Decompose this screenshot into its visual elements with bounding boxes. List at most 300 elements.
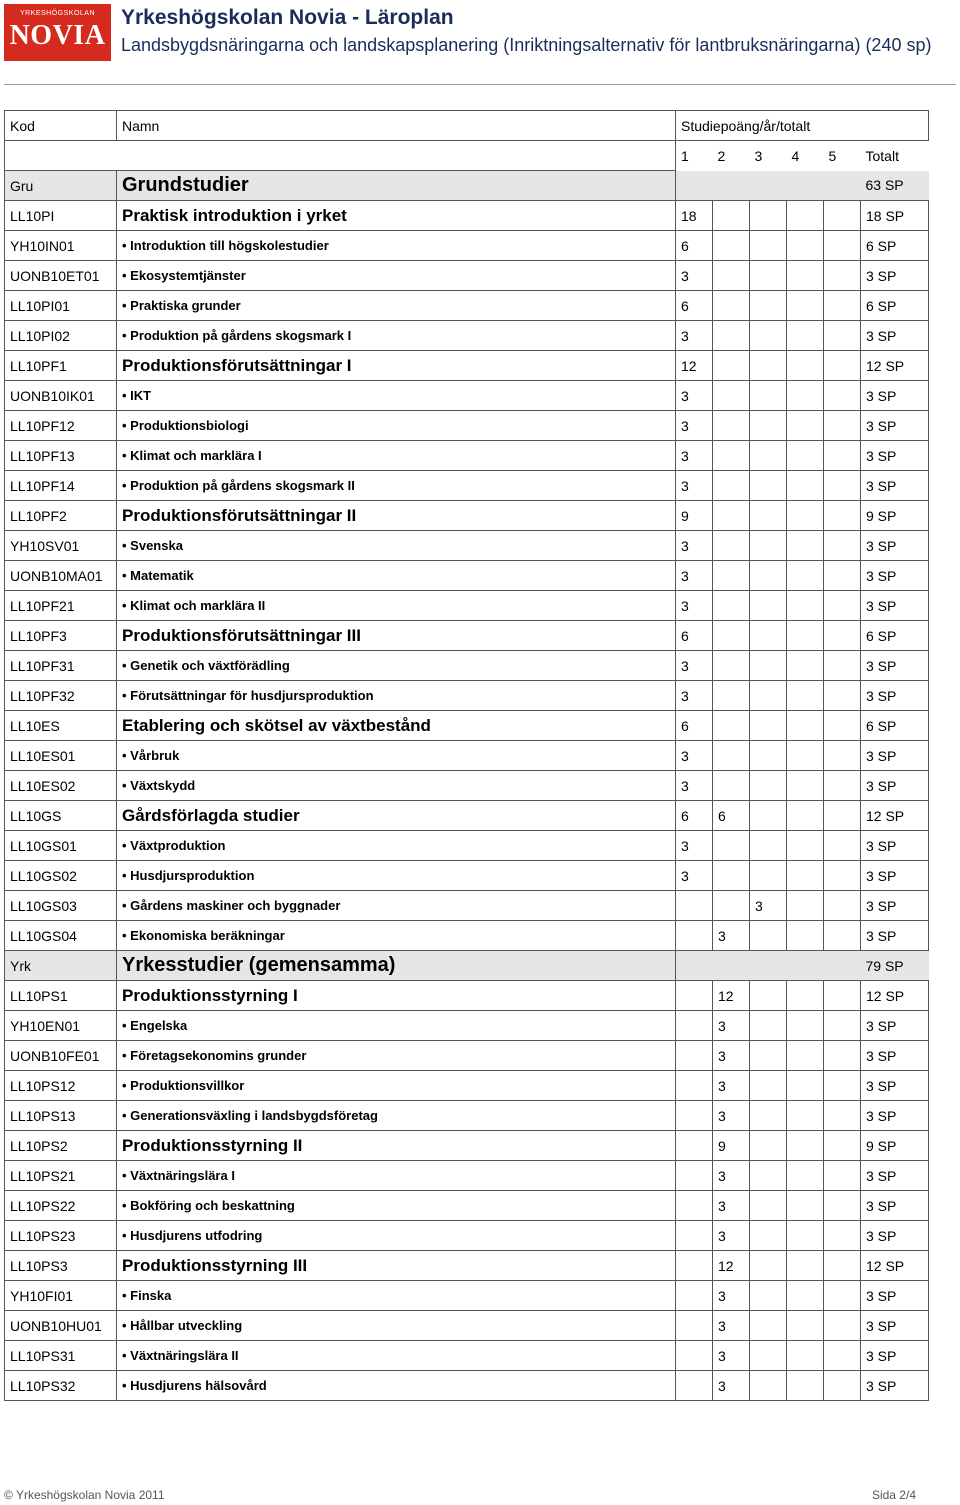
course-row xyxy=(5,231,929,261)
credits-year-2: 3 xyxy=(713,1371,750,1401)
credits-total: 3 SP xyxy=(861,1191,929,1221)
credits-year-2 xyxy=(713,591,750,621)
course-group-row xyxy=(5,711,929,741)
course-name: • Produktion på gårdens skogsmark I xyxy=(117,321,676,351)
credits-year-2 xyxy=(713,561,750,591)
credits-year-3 xyxy=(750,861,787,891)
course-code: LL10ES02 xyxy=(5,771,117,801)
credits-year-1: 3 xyxy=(676,681,713,711)
credits-year-5 xyxy=(824,261,861,291)
course-name: • Ekonomiska beräkningar xyxy=(117,921,676,951)
credits-year-2: 12 xyxy=(713,1251,750,1281)
year-2-header: 2 xyxy=(717,147,726,164)
page-subtitle: Landsbygdsnäringarna och landskapsplanering (Inriktningsalternativ för lantbruksnäringarna) (240 sp) xyxy=(121,35,932,55)
course-name: • Introduktion till högskolestudier xyxy=(117,231,676,261)
credits-year-2: 3 xyxy=(713,1311,750,1341)
credits-year-4 xyxy=(787,171,824,201)
credits-year-2 xyxy=(713,411,750,441)
course-code: UONB10HU01 xyxy=(5,1311,117,1341)
credits-year-3 xyxy=(750,1011,787,1041)
credits-year-2 xyxy=(713,351,750,381)
credits-year-3 xyxy=(750,201,787,231)
credits-year-4 xyxy=(787,411,824,441)
course-code: YH10IN01 xyxy=(5,231,117,261)
credits-year-1 xyxy=(676,891,713,921)
credits-total: 3 SP xyxy=(861,1101,929,1131)
course-row xyxy=(5,1041,929,1071)
credits-year-5 xyxy=(824,771,861,801)
credits-year-4 xyxy=(787,681,824,711)
credits-year-4 xyxy=(787,501,824,531)
credits-year-3 xyxy=(750,321,787,351)
course-row xyxy=(5,1221,929,1251)
credits-year-3 xyxy=(750,621,787,651)
credits-year-4 xyxy=(787,531,824,561)
year-4-header: 4 xyxy=(791,147,800,164)
credits-total: 3 SP xyxy=(861,1161,929,1191)
credits-year-1: 3 xyxy=(676,321,713,351)
credits-year-2 xyxy=(713,231,750,261)
col-studiepoang-header: Studiepoäng/år/totalt xyxy=(676,111,929,141)
course-row xyxy=(5,921,929,951)
credits-year-2 xyxy=(713,321,750,351)
credits-year-5 xyxy=(824,471,861,501)
credits-year-2: 3 xyxy=(713,1341,750,1371)
course-name: Produktionsstyrning I xyxy=(117,981,676,1011)
course-row xyxy=(5,1191,929,1221)
credits-total: 3 SP xyxy=(861,1371,929,1401)
credits-total: 79 SP xyxy=(865,957,904,974)
course-group-row xyxy=(5,981,929,1011)
course-name: • Bokföring och beskattning xyxy=(117,1191,676,1221)
credits-year-1 xyxy=(676,1161,713,1191)
course-row xyxy=(5,411,929,441)
credits-year-4 xyxy=(787,1041,824,1071)
credits-total: 3 SP xyxy=(861,531,929,561)
credits-year-1: 3 xyxy=(676,651,713,681)
credits-year-4 xyxy=(787,261,824,291)
credits-year-5 xyxy=(824,861,861,891)
credits-year-5 xyxy=(824,1311,861,1341)
category-row xyxy=(5,951,929,981)
credits-year-3 xyxy=(750,531,787,561)
credits-year-1: 3 xyxy=(676,741,713,771)
course-group-row xyxy=(5,621,929,651)
credits-total: 63 SP xyxy=(865,177,904,194)
credits-total: 12 SP xyxy=(861,1251,929,1281)
credits-total: 3 SP xyxy=(861,681,929,711)
credits-year-3 xyxy=(750,291,787,321)
credits-year-2 xyxy=(713,621,750,651)
course-name: • Företagsekonomins grunder xyxy=(117,1041,676,1071)
course-row xyxy=(5,471,929,501)
credits-year-3 xyxy=(750,681,787,711)
credits-year-5 xyxy=(824,381,861,411)
course-name: Produktionsförutsättningar I xyxy=(117,351,676,381)
credits-year-5 xyxy=(824,231,861,261)
credits-year-3 xyxy=(750,1251,787,1281)
credits-year-4 xyxy=(787,711,824,741)
credits-year-5 xyxy=(824,531,861,561)
course-name: Grundstudier xyxy=(117,171,676,201)
course-code: UONB10MA01 xyxy=(5,561,117,591)
credits-year-5 xyxy=(824,921,861,951)
course-group-row xyxy=(5,1251,929,1281)
course-code: LL10PS2 xyxy=(5,1131,117,1161)
course-code: YH10FI01 xyxy=(5,1281,117,1311)
course-name: • Gårdens maskiner och byggnader xyxy=(117,891,676,921)
credits-year-5 xyxy=(824,321,861,351)
course-row xyxy=(5,441,929,471)
credits-year-1 xyxy=(676,1251,713,1281)
credits-year-1: 3 xyxy=(676,561,713,591)
credits-year-4 xyxy=(787,951,824,981)
course-name: • Engelska xyxy=(117,1011,676,1041)
credits-year-5 xyxy=(824,1131,861,1161)
credits-year-2: 3 xyxy=(713,921,750,951)
credits-total: 3 SP xyxy=(861,1221,929,1251)
credits-year-4 xyxy=(787,1311,824,1341)
credits-total: 3 SP xyxy=(861,891,929,921)
credits-year-5 xyxy=(824,681,861,711)
credits-year-4 xyxy=(787,921,824,951)
year-3-header: 3 xyxy=(754,147,763,164)
course-name: Yrkesstudier (gemensamma) xyxy=(117,951,676,981)
credits-year-3 xyxy=(750,1281,787,1311)
credits-total: 3 SP xyxy=(861,441,929,471)
course-code: LL10PF2 xyxy=(5,501,117,531)
credits-total: 3 SP xyxy=(861,321,929,351)
credits-total: 3 SP xyxy=(861,471,929,501)
course-name: • Klimat och marklära I xyxy=(117,441,676,471)
year-5-header: 5 xyxy=(828,147,837,164)
credits-total: 18 SP xyxy=(861,201,929,231)
course-code: LL10PF12 xyxy=(5,411,117,441)
course-group-row xyxy=(5,501,929,531)
credits-year-3 xyxy=(750,1341,787,1371)
credits-year-3 xyxy=(750,1131,787,1161)
credits-year-4 xyxy=(787,1371,824,1401)
credits-year-1 xyxy=(676,1011,713,1041)
credits-total: 3 SP xyxy=(861,1281,929,1311)
credits-year-3 xyxy=(750,831,787,861)
credits-year-4 xyxy=(787,861,824,891)
credits-year-2 xyxy=(713,891,750,921)
credits-year-1: 3 xyxy=(676,831,713,861)
credits-year-2 xyxy=(713,681,750,711)
year-1-header: 1 xyxy=(681,147,689,164)
credits-year-1: 6 xyxy=(676,621,713,651)
course-name: • Genetik och växtförädling xyxy=(117,651,676,681)
credits-total: 12 SP xyxy=(861,801,929,831)
course-code: LL10PI01 xyxy=(5,291,117,321)
course-code: UONB10ET01 xyxy=(5,261,117,291)
course-code: LL10PI02 xyxy=(5,321,117,351)
credits-year-1 xyxy=(676,171,713,201)
course-row xyxy=(5,261,929,291)
credits-year-1: 3 xyxy=(676,261,713,291)
col-totalt-header: Totalt xyxy=(865,147,899,164)
credits-year-2: 3 xyxy=(713,1191,750,1221)
credits-year-2: 12 xyxy=(713,981,750,1011)
credits-year-3 xyxy=(750,1071,787,1101)
credits-year-2 xyxy=(713,471,750,501)
credits-year-3 xyxy=(750,171,787,201)
credits-year-1 xyxy=(676,1191,713,1221)
credits-year-1: 12 xyxy=(676,351,713,381)
course-row xyxy=(5,741,929,771)
course-name: Produktionsförutsättningar II xyxy=(117,501,676,531)
course-code: LL10PS12 xyxy=(5,1071,117,1101)
credits-year-3 xyxy=(750,771,787,801)
credits-year-5 xyxy=(824,1341,861,1371)
credits-year-1 xyxy=(676,1341,713,1371)
col-kod-header: Kod xyxy=(5,111,117,141)
course-code: LL10PF21 xyxy=(5,591,117,621)
credits-year-5 xyxy=(824,1191,861,1221)
credits-year-1: 3 xyxy=(676,591,713,621)
credits-year-4 xyxy=(787,1281,824,1311)
credits-year-3 xyxy=(750,1311,787,1341)
course-code: LL10PF31 xyxy=(5,651,117,681)
credits-year-1: 6 xyxy=(676,711,713,741)
course-code: LL10PS13 xyxy=(5,1101,117,1131)
credits-year-5 xyxy=(824,291,861,321)
credits-year-5 xyxy=(824,981,861,1011)
credits-year-1 xyxy=(676,1041,713,1071)
credits-year-3 xyxy=(750,1041,787,1071)
course-name: • Finska xyxy=(117,1281,676,1311)
credits-year-5 xyxy=(824,411,861,441)
course-row xyxy=(5,831,929,861)
credits-year-1: 3 xyxy=(676,441,713,471)
footer-copyright: © Yrkeshögskolan Novia 2011 xyxy=(4,1488,165,1502)
credits-year-4 xyxy=(787,981,824,1011)
novia-logo xyxy=(4,4,111,61)
course-name: • Växtnäringslära II xyxy=(117,1341,676,1371)
credits-year-3 xyxy=(750,741,787,771)
credits-year-5 xyxy=(824,1101,861,1131)
credits-year-5 xyxy=(824,621,861,651)
credits-total: 6 SP xyxy=(861,621,929,651)
curriculum-table xyxy=(4,110,929,1401)
credits-total: 3 SP xyxy=(861,741,929,771)
credits-total: 3 SP xyxy=(861,1041,929,1071)
course-name: • Växtproduktion xyxy=(117,831,676,861)
course-code: Yrk xyxy=(5,951,117,981)
credits-year-4 xyxy=(787,621,824,651)
course-code: LL10PS1 xyxy=(5,981,117,1011)
credits-year-3 xyxy=(750,921,787,951)
credits-total: 9 SP xyxy=(861,501,929,531)
course-name: • IKT xyxy=(117,381,676,411)
credits-year-4 xyxy=(787,351,824,381)
credits-year-4 xyxy=(787,801,824,831)
course-code: LL10PF14 xyxy=(5,471,117,501)
credits-year-1 xyxy=(676,1281,713,1311)
credits-year-4 xyxy=(787,1011,824,1041)
credits-total: 3 SP xyxy=(861,381,929,411)
credits-year-1 xyxy=(676,981,713,1011)
credits-year-1: 9 xyxy=(676,501,713,531)
course-code: LL10PF32 xyxy=(5,681,117,711)
credits-total: 3 SP xyxy=(861,771,929,801)
credits-year-4 xyxy=(787,201,824,231)
credits-year-5 xyxy=(824,651,861,681)
credits-year-3 xyxy=(750,471,787,501)
course-name: • Produktion på gårdens skogsmark II xyxy=(117,471,676,501)
course-code: LL10PF13 xyxy=(5,441,117,471)
credits-year-2 xyxy=(713,651,750,681)
course-name: Produktionsstyrning III xyxy=(117,1251,676,1281)
credits-year-4 xyxy=(787,1161,824,1191)
credits-year-5 xyxy=(824,1071,861,1101)
credits-year-5 xyxy=(824,201,861,231)
credits-year-4 xyxy=(787,321,824,351)
credits-year-3 xyxy=(750,441,787,471)
course-name: • Hållbar utveckling xyxy=(117,1311,676,1341)
credits-year-5 xyxy=(824,741,861,771)
credits-year-4 xyxy=(787,651,824,681)
credits-total: 3 SP xyxy=(861,1071,929,1101)
course-name: • Vårbruk xyxy=(117,741,676,771)
course-row xyxy=(5,561,929,591)
course-code: LL10GS04 xyxy=(5,921,117,951)
credits-year-3 xyxy=(750,411,787,441)
course-name: • Husdjurens utfodring xyxy=(117,1221,676,1251)
credits-year-3 xyxy=(750,561,787,591)
credits-year-4 xyxy=(787,1101,824,1131)
page-title: Yrkeshögskolan Novia - Läroplan xyxy=(121,6,454,29)
credits-year-5 xyxy=(824,831,861,861)
credits-total: 3 SP xyxy=(861,1011,929,1041)
credits-year-1 xyxy=(676,951,713,981)
credits-year-1 xyxy=(676,1221,713,1251)
course-name: • Ekosystemtjänster xyxy=(117,261,676,291)
col-namn-header: Namn xyxy=(117,111,676,141)
credits-year-2 xyxy=(713,771,750,801)
course-group-row xyxy=(5,801,929,831)
course-name: • Växtskydd xyxy=(117,771,676,801)
credits-year-3 xyxy=(750,1161,787,1191)
credits-total: 12 SP xyxy=(861,351,929,381)
course-name: Etablering och skötsel av växtbestånd xyxy=(117,711,676,741)
course-code: LL10ES01 xyxy=(5,741,117,771)
course-name: • Produktionsbiologi xyxy=(117,411,676,441)
credits-year-3 xyxy=(750,951,787,981)
credits-year-4 xyxy=(787,831,824,861)
credits-year-4 xyxy=(787,1131,824,1161)
credits-total: 9 SP xyxy=(861,1131,929,1161)
course-code: LL10GS03 xyxy=(5,891,117,921)
course-row xyxy=(5,651,929,681)
course-code: LL10PI xyxy=(5,201,117,231)
logo-small-text: YRKESHÖGSKOLAN xyxy=(19,10,96,17)
credits-year-4 xyxy=(787,381,824,411)
course-code: LL10ES xyxy=(5,711,117,741)
credits-year-4 xyxy=(787,1191,824,1221)
course-name: • Matematik xyxy=(117,561,676,591)
credits-year-3 xyxy=(750,651,787,681)
credits-year-3 xyxy=(750,1101,787,1131)
credits-year-1: 6 xyxy=(676,291,713,321)
credits-year-2 xyxy=(713,261,750,291)
credits-year-5 xyxy=(824,501,861,531)
course-row xyxy=(5,1161,929,1191)
course-name: • Husdjurens hälsovård xyxy=(117,1371,676,1401)
credits-year-2 xyxy=(713,741,750,771)
credits-year-1: 6 xyxy=(676,801,713,831)
credits-year-5 xyxy=(824,951,861,981)
credits-total: 3 SP xyxy=(861,831,929,861)
credits-year-3 xyxy=(750,1221,787,1251)
credits-year-5 xyxy=(824,1041,861,1071)
credits-year-3 xyxy=(750,801,787,831)
course-code: YH10SV01 xyxy=(5,531,117,561)
credits-year-1 xyxy=(676,1131,713,1161)
credits-year-2: 3 xyxy=(713,1161,750,1191)
course-name: • Växtnäringslära I xyxy=(117,1161,676,1191)
course-code: LL10PF3 xyxy=(5,621,117,651)
credits-year-1 xyxy=(676,1371,713,1401)
credits-year-1: 6 xyxy=(676,231,713,261)
footer-page-number: Sida 2/4 xyxy=(871,1488,916,1502)
credits-year-1: 3 xyxy=(676,411,713,441)
credits-year-5 xyxy=(824,1371,861,1401)
course-row xyxy=(5,861,929,891)
credits-total: 3 SP xyxy=(861,1311,929,1341)
credits-year-4 xyxy=(787,471,824,501)
credits-year-3 xyxy=(750,591,787,621)
credits-year-5 xyxy=(824,441,861,471)
credits-year-4 xyxy=(787,741,824,771)
credits-year-2: 3 xyxy=(713,1041,750,1071)
course-name: • Husdjursproduktion xyxy=(117,861,676,891)
credits-year-2 xyxy=(713,831,750,861)
credits-year-1 xyxy=(676,921,713,951)
credits-year-4 xyxy=(787,891,824,921)
course-name: Gårdsförlagda studier xyxy=(117,801,676,831)
credits-year-2 xyxy=(713,291,750,321)
credits-year-3 xyxy=(750,351,787,381)
year-header-spacer xyxy=(5,141,676,171)
credits-year-5 xyxy=(824,801,861,831)
credits-year-5 xyxy=(824,1161,861,1191)
course-name: Praktisk introduktion i yrket xyxy=(117,201,676,231)
course-name: • Svenska xyxy=(117,531,676,561)
credits-year-2: 3 xyxy=(713,1101,750,1131)
course-code: LL10PS22 xyxy=(5,1191,117,1221)
course-code: LL10PS23 xyxy=(5,1221,117,1251)
credits-year-5 xyxy=(824,711,861,741)
course-code: LL10GS02 xyxy=(5,861,117,891)
credits-year-2 xyxy=(713,201,750,231)
credits-year-3 xyxy=(750,981,787,1011)
course-row xyxy=(5,1011,929,1041)
credits-total: 6 SP xyxy=(861,231,929,261)
course-row xyxy=(5,1101,929,1131)
credits-year-5 xyxy=(824,1281,861,1311)
header-row xyxy=(5,111,929,141)
credits-year-3 xyxy=(750,381,787,411)
course-code: Gru xyxy=(5,171,117,201)
credits-year-2 xyxy=(713,441,750,471)
credits-year-5 xyxy=(824,1221,861,1251)
course-code: UONB10FE01 xyxy=(5,1041,117,1071)
credits-year-3 xyxy=(750,711,787,741)
credits-year-4 xyxy=(787,561,824,591)
credits-year-3 xyxy=(750,231,787,261)
